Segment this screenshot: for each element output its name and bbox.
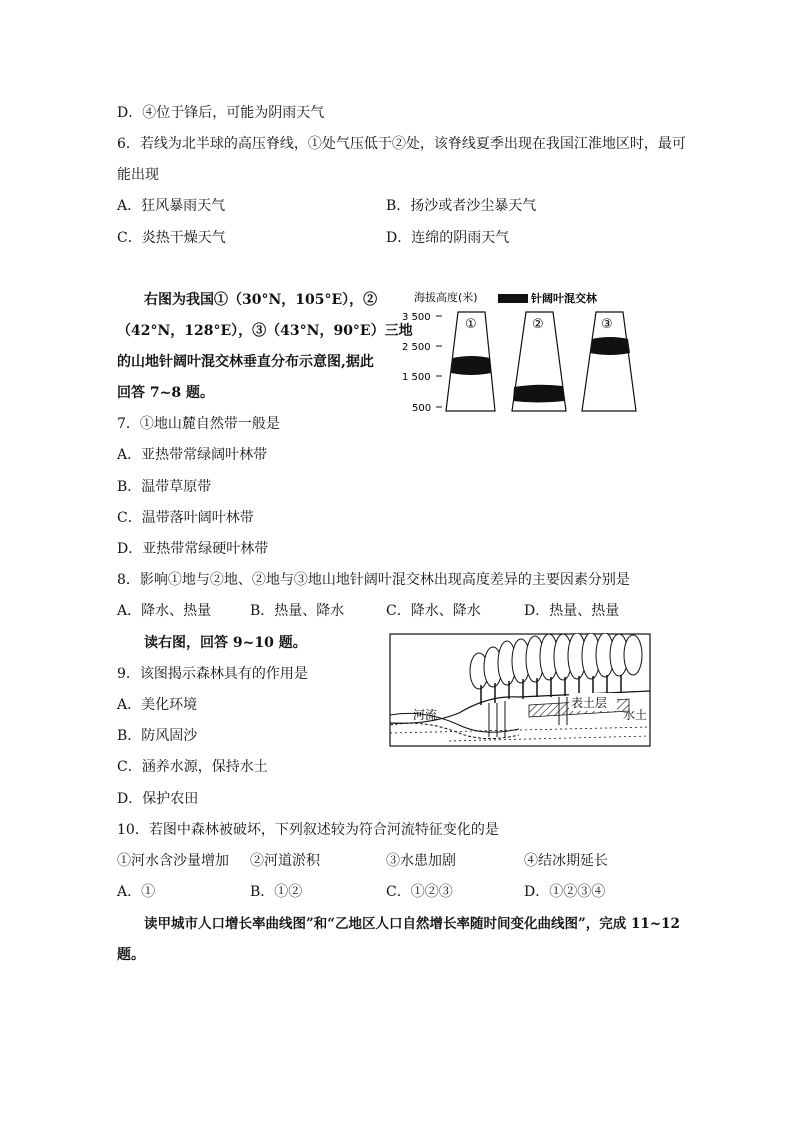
forest-river-figure [389, 633, 651, 747]
q5-option-d: D．④位于锋后，可能为阴雨天气 [117, 105, 325, 121]
mountain-1-forest-band [451, 356, 491, 375]
tick-500: 500 [412, 403, 432, 414]
q9-option-b: B．防风固沙 [117, 728, 198, 744]
q10-statement-3: ③水患加剧 [386, 853, 456, 869]
q6-option-a: A．狂风暴雨天气 [117, 198, 226, 214]
q7-option-c: C．温带落叶阔叶林带 [117, 510, 254, 526]
q7-option-a: A．亚热带常绿阔叶林带 [117, 447, 268, 463]
legend-swatch [498, 294, 528, 303]
intro78-line1: 右图为我国①（30°N，105°E），② [144, 292, 378, 308]
figure1-legend: 针阔叶混交林 [531, 292, 597, 305]
q10-option-b: B．①② [250, 884, 303, 900]
q7-option-b: B．温带草原带 [117, 479, 212, 495]
q9-option-a: A．美化环境 [117, 697, 198, 713]
intro78-line4: 回答 7~8 题。 [117, 385, 214, 401]
intro78-line3: 的山地针阔叶混交林垂直分布示意图,据此 [117, 354, 374, 370]
mountain-3-forest-band [590, 337, 630, 355]
q8-stem: 8．影响①地与②地、②地与③地山地针阔叶混交林出现高度差异的主要因素分别是 [117, 572, 630, 588]
q10-option-d: D．①②③④ [524, 884, 606, 900]
mountain-2-label: ② [532, 317, 544, 332]
q7-option-d: D．亚热带常绿硬叶林带 [117, 541, 269, 557]
q10-statement-2: ②河道淤积 [250, 853, 320, 869]
q9-stem: 9．该图揭示森林具有的作用是 [117, 666, 308, 682]
q8-option-a: A．降水、热量 [117, 603, 212, 619]
q9-option-d: D．保护农田 [117, 791, 199, 807]
q10-statement-1: ①河水含沙量增加 [117, 853, 229, 869]
forest-vertical-distribution-figure [398, 285, 660, 420]
tick-1500: 1 500 [402, 372, 431, 383]
q8-option-b: B．热量、降水 [250, 603, 345, 619]
q10-option-a: A．① [117, 884, 156, 900]
tick-3500: 3 500 [402, 312, 431, 323]
q10-stem: 10．若图中森林被破坏，下列叙述较为符合河流特征变化的是 [117, 822, 499, 838]
q7-stem: 7．①地山麓自然带一般是 [117, 416, 280, 432]
mountain-3-label: ③ [601, 317, 613, 332]
intro1112-line1: 读甲城市人口增长率曲线图”和“乙地区人口自然增长率随时间变化曲线图”，完成 11~12 [144, 916, 680, 932]
tick-2500: 2 500 [402, 342, 431, 353]
q8-option-c: C．降水、降水 [386, 603, 481, 619]
q8-option-d: D．热量、热量 [524, 603, 620, 619]
soil-label: 水土 [623, 708, 648, 722]
intro910-line1: 读右图，回答 9~10 题。 [144, 635, 307, 651]
q6-option-c: C．炎热干燥天气 [117, 230, 226, 246]
figure1-ylabel: 海拔高度(米) [414, 291, 478, 304]
mountain-1-label: ① [465, 317, 477, 332]
intro78-line2: （42°N，128°E），③（43°N，90°E）三地 [117, 323, 413, 339]
q6-stem-line1: 6．若线为北半球的高压脊线，①处气压低于②处，该脊线夏季出现在我国江淮地区时，最可 [117, 136, 686, 152]
intro1112-line2: 题。 [117, 947, 145, 963]
q10-option-c: C．①②③ [386, 884, 453, 900]
q6-stem-line2: 能出现 [117, 167, 159, 183]
q9-option-c: C．涵养水源，保持水土 [117, 759, 268, 775]
topsoil-label: 表土层 [571, 696, 608, 710]
q10-statement-4: ④结冰期延长 [524, 853, 608, 869]
mountain-2-forest-band [513, 385, 564, 403]
q6-option-b: B．扬沙或者沙尘暴天气 [386, 198, 537, 214]
q6-option-d: D．连绵的阴雨天气 [386, 230, 510, 246]
river-label: 河流 [413, 708, 438, 722]
